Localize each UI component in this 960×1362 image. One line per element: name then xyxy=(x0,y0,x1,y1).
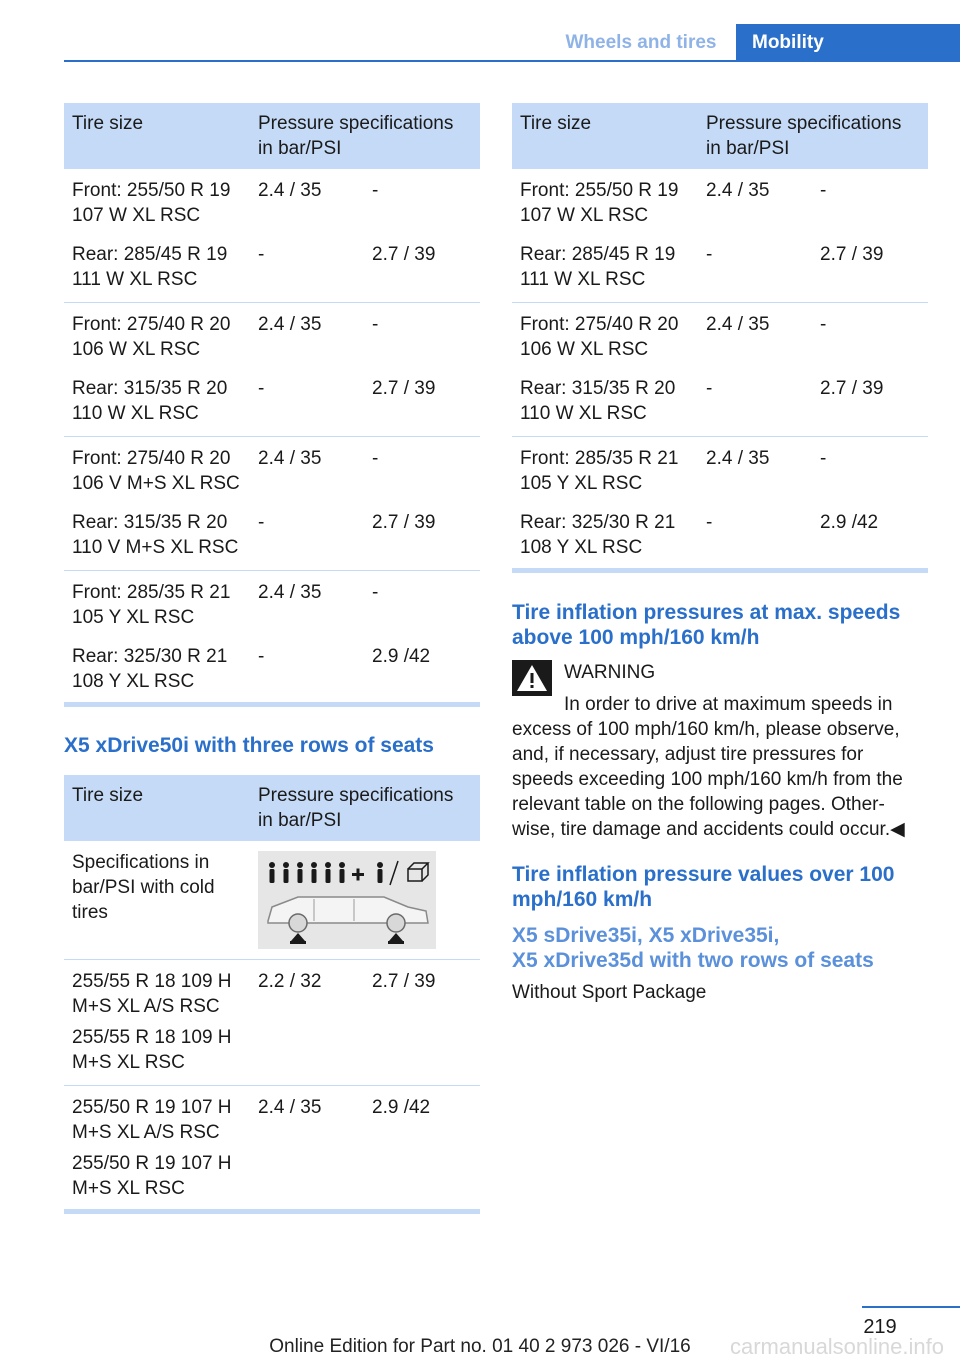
rear-pressure-cell: - xyxy=(372,180,379,201)
table-row xyxy=(64,1086,480,1212)
rear-pressure-cell: 2.7 / 39 xyxy=(364,236,480,303)
luggage-icon xyxy=(408,863,428,881)
section-title-line: X5 sDrive35i, X5 xDrive35i, xyxy=(512,924,780,947)
col-header-tire-size: Tire size xyxy=(64,775,250,841)
tire-size-cell: Rear: 315/35 R 20 110 W XL RSC xyxy=(64,370,250,437)
front-pressure-cell: 2.4 / 35 xyxy=(258,448,322,469)
person-icon xyxy=(377,862,383,883)
rear-pressure-cell: - xyxy=(820,180,827,201)
tire-size-cell: Front: 255/50 R 19 107 W XL RSC xyxy=(520,180,679,226)
tire-size-cell: Rear: 315/35 R 20 110 V M+S XL RSC xyxy=(64,504,250,571)
col-header-pressure: Pressure specifications in bar/PSI xyxy=(698,103,928,169)
person-icon xyxy=(339,862,345,883)
wheel-icon xyxy=(289,914,307,932)
front-pressure-cell: 2.4 / 35 xyxy=(258,582,322,603)
tire-size-cell: Front: 275/40 R 20 106 W XL RSC xyxy=(72,314,231,360)
page-number: 219 xyxy=(863,1316,897,1338)
table-row xyxy=(512,303,928,371)
front-pressure-cell: - xyxy=(250,236,364,303)
vehicle-occupancy-icon xyxy=(258,851,436,949)
front-pressure-cell: 2.2 / 32 xyxy=(250,960,364,1086)
header-tab-mobility: Mobility xyxy=(736,24,960,62)
tire-size-cell: Front: 275/40 R 20 106 W XL RSC xyxy=(520,314,679,360)
tire-size-cell: Rear: 325/30 R 21 108 Y XL RSC xyxy=(512,504,698,571)
person-icon xyxy=(325,862,331,883)
table-row xyxy=(64,169,480,236)
table-row xyxy=(64,303,480,371)
edition-info: Online Edition for Part no. 01 40 2 973 026 - VI/16 xyxy=(269,1336,691,1357)
section-title-pressure-values: Tire inflation pressure values over 100 mph/160 km/h xyxy=(512,863,895,911)
front-pressure-cell: 2.4 / 35 xyxy=(258,180,322,201)
vehicle-load-diagram xyxy=(258,851,436,949)
col-header-pressure: Pressure specifications in bar/PSI xyxy=(250,775,480,841)
right-column xyxy=(512,103,928,1005)
tire-size-cell: Front: 285/35 R 21 105 Y XL RSC xyxy=(72,582,231,628)
front-pressure-cell: - xyxy=(250,504,364,571)
tire-size-line: 255/50 R 19 107 H M+S XL RSC xyxy=(72,1153,232,1199)
person-icon xyxy=(311,862,317,883)
warning-icon xyxy=(512,660,552,696)
tire-size-cell: Rear: 285/45 R 19 111 W XL RSC xyxy=(64,236,250,303)
tire-pressure-table-left-top xyxy=(64,103,480,707)
header-rule xyxy=(64,60,960,62)
rear-pressure-cell: 2.7 / 39 xyxy=(364,960,480,1086)
section-title-x5-35i xyxy=(512,923,928,973)
section-title-line: X5 xDrive35d with two rows of seats xyxy=(512,949,874,972)
front-pressure-cell: 2.4 / 35 xyxy=(706,314,770,335)
rear-pressure-cell: - xyxy=(820,314,827,335)
col-header-tire-size: Tire size xyxy=(64,103,250,169)
section-title-max-speed: Tire inflation pressures at max. speeds above 100 mph/160 km/h xyxy=(512,601,901,649)
table-row xyxy=(512,236,928,303)
rear-pressure-cell: 2.7 / 39 xyxy=(812,236,928,303)
warning-label: WARNING xyxy=(564,662,656,683)
table-row xyxy=(64,504,480,571)
rear-pressure-cell: - xyxy=(820,448,827,469)
table-row xyxy=(64,236,480,303)
occupancy-diagram-cell xyxy=(250,841,480,960)
section-title-x5-xdrive50i: X5 xDrive50i with three rows of seats xyxy=(64,734,434,757)
table-row xyxy=(512,370,928,437)
person-icon xyxy=(269,862,275,883)
front-pressure-cell: 2.4 / 35 xyxy=(706,448,770,469)
col-header-tire-size: Tire size xyxy=(512,103,698,169)
table-row xyxy=(64,437,480,505)
rear-pressure-cell: 2.9 /42 xyxy=(364,638,480,705)
person-icon xyxy=(283,862,289,883)
front-pressure-cell: 2.4 / 35 xyxy=(706,180,770,201)
tire-size-line: 255/55 R 18 109 H M+S XL RSC xyxy=(72,1027,232,1073)
front-pressure-cell: 2.4 / 35 xyxy=(250,1086,364,1212)
warning-text: In order to drive at maximum speeds in excess of 100 mph/160 km/h, please observe, and, if necessary, adjust tire pressures for speeds exceeding 100 mph/160 km/h from the relevant table on the following pages. Other‐wise, tire damage and accidents could occur.◀ xyxy=(512,694,905,840)
front-pressure-cell: 2.4 / 35 xyxy=(258,314,322,335)
tire-size-line: 255/50 R 19 107 H M+S XL A/S RSC xyxy=(72,1097,232,1143)
rear-pressure-cell: - xyxy=(372,448,379,469)
tire-pressure-table-left-bottom xyxy=(64,775,480,1214)
table-row xyxy=(512,504,928,571)
front-pressure-cell: - xyxy=(250,638,364,705)
table-row xyxy=(64,841,480,960)
table-row xyxy=(64,571,480,639)
tire-size-cell xyxy=(64,960,250,1086)
rear-pressure-cell: - xyxy=(372,314,379,335)
table-row xyxy=(512,169,928,236)
rear-pressure-cell: 2.9 /42 xyxy=(364,1086,480,1212)
table-row xyxy=(512,437,928,505)
sport-package-note: Without Sport Package xyxy=(512,982,707,1003)
rear-pressure-cell: 2.9 /42 xyxy=(812,504,928,571)
table-row xyxy=(64,638,480,705)
person-icon xyxy=(297,862,303,883)
tire-size-line: 255/55 R 18 109 H M+S XL A/S RSC xyxy=(72,971,232,1017)
spec-label-cell: Specifications in bar/PSI with cold tires xyxy=(64,841,250,960)
rear-pressure-cell: 2.7 / 39 xyxy=(364,370,480,437)
front-pressure-cell: - xyxy=(250,370,364,437)
table-row xyxy=(64,370,480,437)
tire-size-cell xyxy=(64,1086,250,1212)
rear-pressure-cell: 2.7 / 39 xyxy=(812,370,928,437)
header-section-label: Wheels and tires xyxy=(565,32,717,53)
tire-size-cell: Rear: 325/30 R 21 108 Y XL RSC xyxy=(64,638,250,705)
tire-size-cell: Front: 255/50 R 19 107 W XL RSC xyxy=(72,180,231,226)
footer-rule xyxy=(862,1306,960,1308)
tire-size-cell: Rear: 285/45 R 19 111 W XL RSC xyxy=(512,236,698,303)
col-header-pressure: Pressure specifications in bar/PSI xyxy=(250,103,480,169)
rear-pressure-cell: - xyxy=(372,582,379,603)
front-pressure-cell: - xyxy=(698,236,812,303)
tire-size-cell: Front: 275/40 R 20 106 V M+S XL RSC xyxy=(72,448,240,494)
watermark: carmanualsonline.info xyxy=(729,1334,944,1359)
tire-size-cell: Rear: 315/35 R 20 110 W XL RSC xyxy=(512,370,698,437)
front-pressure-cell: - xyxy=(698,504,812,571)
wheel-icon xyxy=(387,914,405,932)
left-column xyxy=(64,103,480,1214)
table-row xyxy=(64,960,480,1086)
rear-pressure-cell: 2.7 / 39 xyxy=(364,504,480,571)
warning-block xyxy=(512,660,928,842)
tire-pressure-table-right-top xyxy=(512,103,928,573)
tire-size-cell: Front: 285/35 R 21 105 Y XL RSC xyxy=(520,448,679,494)
front-pressure-cell: - xyxy=(698,370,812,437)
